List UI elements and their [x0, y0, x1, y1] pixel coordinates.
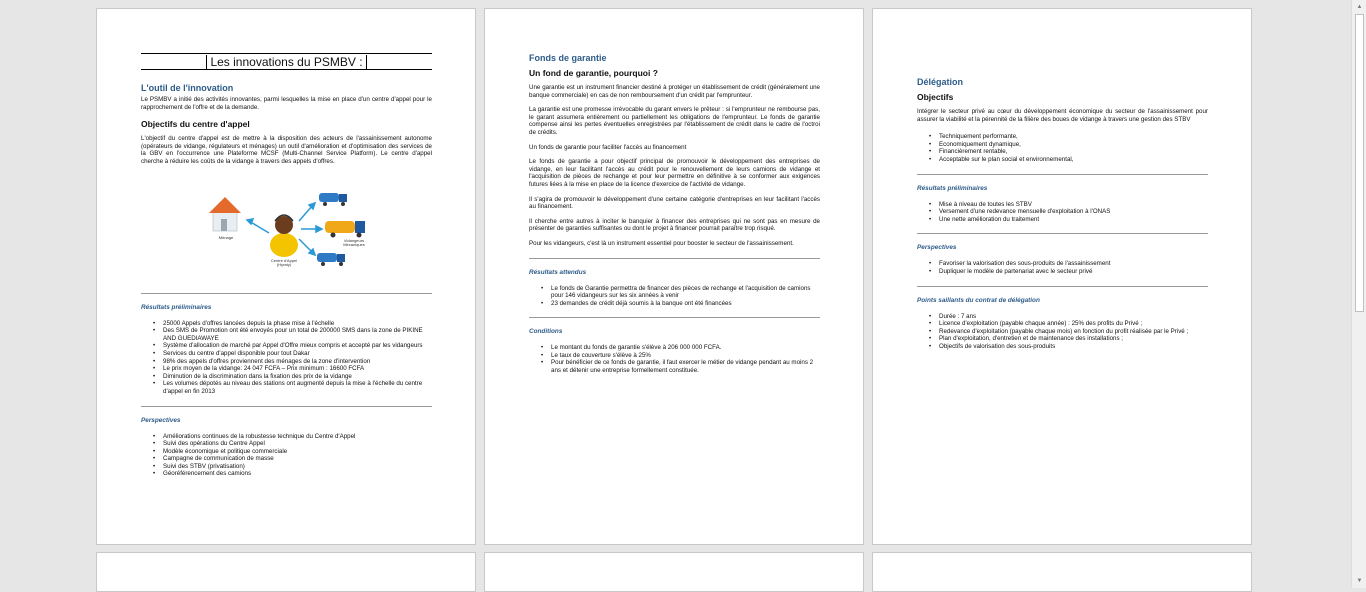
- trucks-label: Vidangeurs Mécaniques: [343, 237, 365, 248]
- section-heading: Délégation: [917, 77, 964, 87]
- center-label: Centre d'Appel (Hyraty): [270, 257, 298, 268]
- results-list: [141, 320, 432, 396]
- scroll-up-icon[interactable]: ▲: [1356, 4, 1363, 10]
- document-page-6: [872, 552, 1252, 592]
- conditions-list: [529, 344, 820, 374]
- list-item: • 25000 Appels d'offres lancées depuis la phase mise à l'échelle: [153, 320, 432, 328]
- paragraph: La garantie est une promesse irrévocable du garant envers le prêteur : si l'emprunteur ne rembourse pas, le garant assumera entièrement ou partiellement les obligations de l'emprunteur. Le fonds de garantie compense ainsi les pertes éventuelles enregistrées par l'établissement de crédit dans le cadre de l'octroi de crédits.: [529, 106, 820, 136]
- expected-list: [529, 285, 820, 308]
- perspectives-list: [141, 433, 432, 479]
- divider: [529, 317, 820, 318]
- list-item: • Dupliquer le modèle de partenariat avec le secteur privé: [929, 268, 1208, 276]
- page-title: Les innovations du PSMBV :: [141, 53, 432, 70]
- list-item: • Campagne de communication de masse: [153, 455, 432, 463]
- list-item: • Le montant du fonds de garantie s'élève à 206 000 000 FCFA.: [541, 344, 820, 352]
- list-item: • Modèle économique et politique commerciale: [153, 448, 432, 456]
- list-item: • Le prix moyen de la vidange: 24 047 FCFA – Prix minimum : 16600 FCFA: [153, 365, 432, 373]
- paragraph: Il s'agira de promouvoir le développement d'une certaine catégorie d'entreprises en leur facilitant l'accès au financement.: [529, 195, 820, 211]
- list-item: • Acceptable sur le plan social et environnemental,: [929, 156, 1208, 164]
- list-item: • Techniquement performante,: [929, 133, 1208, 141]
- list-item: • Diminution de la discrimination dans la fixation des prix de la vidange: [153, 373, 432, 381]
- paragraph: Pour les vidangeurs, c'est là un instrument essentiel pour booster le secteur de l'assainissement.: [529, 239, 794, 247]
- household-label: Ménage: [218, 234, 234, 240]
- results-heading: Résultats préliminaires: [917, 184, 988, 192]
- scrollbar-thumb[interactable]: [1355, 14, 1364, 312]
- list-item: • Versement d'une redevance mensuelle d'exploitation à l'ONAS: [929, 208, 1208, 216]
- document-page-2: [484, 8, 864, 545]
- paragraph: Il cherche entre autres à inciter le banquier à financer des entreprises qui ne sont pas en mesure de présenter de garanties suffisantes ou dont le projet à financer pourrait paraître trop risqué.: [529, 217, 820, 233]
- subheading: Un fond de garantie, pourquoi ?: [529, 68, 658, 78]
- document-page-4: [96, 552, 476, 592]
- perspectives-list: [917, 260, 1208, 275]
- subheading: Objectifs: [917, 92, 954, 102]
- document-page-5: [484, 552, 864, 592]
- paragraph: Une garantie est un instrument financier destiné à protéger un établissement de crédit (généralement une banque commerciale) en cas de non remboursement d'un crédit par l'emprunteur.: [529, 84, 820, 99]
- expected-heading: Résultats attendus: [529, 268, 587, 276]
- divider: [917, 233, 1208, 234]
- list-item: • Services du centre d'appel disponible pour tout Dakar: [153, 350, 432, 358]
- results-list: [917, 201, 1208, 224]
- list-item: • Financièrement rentable,: [929, 148, 1208, 156]
- house-icon: [209, 197, 241, 231]
- list-item: • Une nette amélioration du traitement: [929, 216, 1208, 224]
- list-item: • Le fonds de Garantie permettra de financer des pièces de rechange et l'acquisition de camions pour 146 vidangeurs sur les six années à venir: [541, 285, 820, 300]
- paragraph: Un fonds de garantie pour faciliter l'accès au financement: [529, 143, 687, 151]
- vertical-scrollbar[interactable]: [1351, 0, 1366, 588]
- subheading: Objectifs du centre d'appel: [141, 119, 250, 130]
- list-item: • Redevance d'exploitation (payable chaque mois) en fonction du profit réalisée par le Privé ;: [929, 328, 1208, 336]
- conditions-heading: Conditions: [529, 328, 563, 336]
- list-item: • Suivi des STBV (privatisation): [153, 463, 432, 471]
- divider: [141, 293, 432, 294]
- scroll-down-icon[interactable]: ▼: [1356, 578, 1363, 584]
- list-item: • Pour bénéficier de ce fonds de garantie, il faut exercer le métier de vidange pendant au moins 2 ans et détenir une entreprise formellement constituée.: [541, 359, 820, 374]
- list-item: • Licence d'exploitation (payable chaque année) : 25% des profits du Privé ;: [929, 320, 1208, 328]
- divider: [529, 258, 820, 259]
- contract-list: [917, 313, 1208, 351]
- objectives-list: [917, 133, 1208, 163]
- list-item: • Mise à niveau de toutes les STBV: [929, 201, 1208, 209]
- list-item: • Durée : 7 ans: [929, 313, 1208, 321]
- document-page-3: [872, 8, 1252, 545]
- list-item: • Favoriser la valorisation des sous-produits de l'assainissement: [929, 260, 1208, 268]
- section-heading: L'outil de l'innovation: [141, 83, 234, 93]
- list-item: • Suivi des opérations du Centre Appel: [153, 440, 432, 448]
- list-item: • Plan d'exploitation, d'entretien et de maintenance des installations ;: [929, 335, 1208, 343]
- list-item: • Les volumes dépotés au niveau des stations ont augmenté depuis la mise à l'échelle du centre d'appel en fin 2013: [153, 380, 432, 395]
- list-item: • Géoréférencement des camions: [153, 470, 432, 478]
- list-item: • Economiquement dynamique,: [929, 141, 1208, 149]
- list-item: • 23 demandes de crédit déjà soumis à la banque ont été financées: [541, 300, 820, 308]
- paragraph: Le fonds de garantie a pour objectif principal de promouvoir le développement des entreprises de vidange, en leur facilitant l'accès au crédit pour le renouvellement de leurs camions de vidange et l'acquisition de pièces de rechange et pour leur permettre en définitive à se conformer aux exigences futures liées à la mise en place de la licence d'exercice de l'activité de vidange.: [529, 158, 820, 188]
- list-item: • 98% des appels d'offres proviennent des ménages de la zone d'intervention: [153, 358, 432, 366]
- document-page-1: [96, 8, 476, 545]
- truck-icon: [319, 193, 347, 206]
- objective-paragraph: L'objectif du centre d'appel est de mettre à la disposition des acteurs de l'assainissement autonome (opérateurs de vidange, régulateurs et ménages) un outil d'amélioration et d'optimisation des services de la GBV en l'occurrence une Plateforme MCSF (Multi-Channel Service Platform). Le centre d'appel cherche à réduire les coûts de la vidange à travers des appels d'offres.: [141, 135, 432, 165]
- truck-icon: [317, 253, 345, 266]
- list-item: • Améliorations continues de la robustesse technique du Centre d'Appel: [153, 433, 432, 441]
- list-item: • Des SMS de Promotion ont été envoyés pour un total de 200000 SMS dans la zone de PIKINE AND GUEDIAWAYE: [153, 327, 432, 342]
- perspectives-heading: Perspectives: [917, 244, 957, 252]
- results-heading: Résultats préliminaires: [141, 303, 212, 311]
- list-item: • Le taux de couverture s'élève à 25%: [541, 352, 820, 360]
- divider: [917, 286, 1208, 287]
- list-item: • Objectifs de valorisation des sous-produits: [929, 343, 1208, 351]
- truck-icon: [325, 221, 365, 238]
- call-center-diagram: [141, 173, 432, 283]
- divider: [141, 406, 432, 407]
- operator-icon: [270, 215, 298, 257]
- list-item: • Système d'allocation de marché par Appel d'Offre mieux compris et accepté par les vidangeurs: [153, 342, 432, 350]
- intro-paragraph: Intégrer le secteur privé au cœur du développement économique du secteur de l'assainissement pour assurer la viabilité et la pérennité de la filière des boues de vidange à travers une gestion des STBV: [917, 108, 1208, 123]
- divider: [917, 174, 1208, 175]
- section-heading: Fonds de garantie: [529, 53, 607, 63]
- perspectives-heading: Perspectives: [141, 416, 181, 424]
- intro-paragraph: Le PSMBV a initié des activités innovantes, parmi lesquelles la mise en place d'un centre d'appel pour le rapprochement de l'offre et de la demande.: [141, 96, 432, 111]
- contract-heading: Points saillants du contrat de délégation: [917, 296, 1040, 304]
